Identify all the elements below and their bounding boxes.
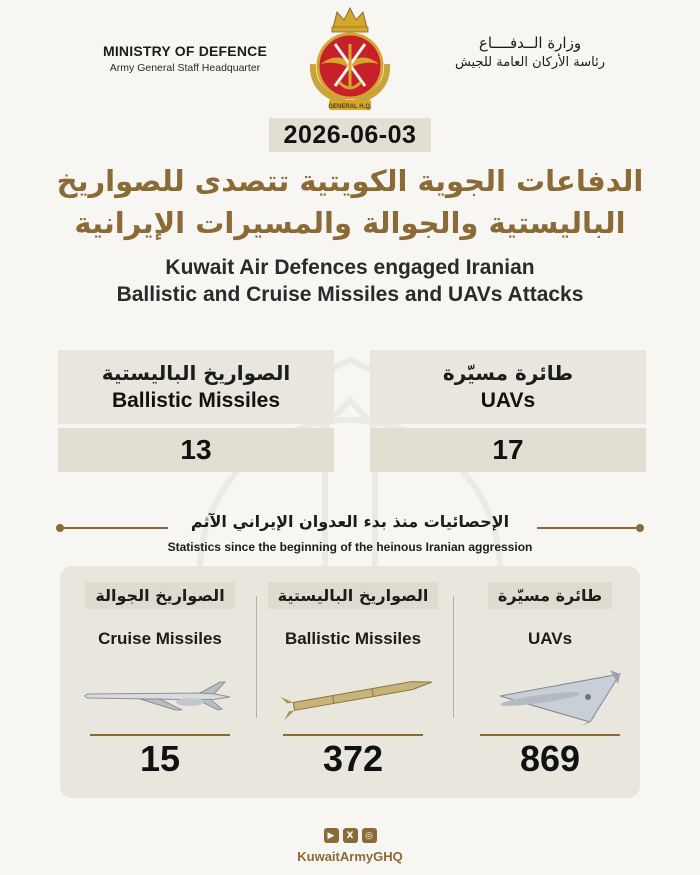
headline-en-line2: Ballistic and Cruise Missiles and UAVs Attacks (116, 283, 584, 306)
today-ballistic-label-ar: الصواريخ الباليستية (101, 361, 291, 385)
stats-heading-dot-left (56, 524, 64, 532)
stats-heading-dot-right (636, 524, 644, 532)
x-icon[interactable]: X (343, 828, 358, 843)
stats-heading-rule-left (60, 527, 168, 529)
social-icons (322, 828, 378, 844)
headline-ar-line2: الباليستية والجوالة والمسيرات الإيرانية (74, 206, 626, 240)
stats-uavs-label-ar: طائرة مسيّرة (488, 582, 612, 609)
stats-cruise-count: 15 (139, 738, 181, 779)
date-badge (269, 118, 431, 152)
stats-ballistic-count: 372 (322, 738, 384, 779)
today-uavs-label (370, 350, 646, 424)
ministry-subtitle-ar: رئاسة الأركان العامة للجيش (454, 55, 605, 70)
emblem-ribbon-text: GENERAL H.Q. (328, 104, 372, 110)
stats-ballistic-label-en: Ballistic Missiles (284, 629, 422, 648)
ministry-title-en: MINISTRY OF DEFENCE (102, 43, 268, 59)
headline-ar-line1: الدفاعات الجوية الكويتية تتصدى للصواريخ (56, 164, 644, 198)
stats-cruise-label-ar: الصواريخ الجوالة (85, 582, 234, 609)
instagram-icon[interactable]: ◎ (362, 828, 377, 843)
stats-cruise-column (65, 566, 255, 798)
stats-heading-ar: الإحصائيات منذ بدء العدوان الإيراني الآثم (190, 512, 510, 531)
headline-ar (40, 160, 660, 244)
headline-en-line1: Kuwait Air Defences engaged Iranian (165, 256, 535, 279)
today-uavs-label-en: UAVs (480, 389, 536, 412)
stats-uavs-underline (480, 734, 620, 736)
stats-divider-2 (453, 596, 454, 718)
today-ballistic-label (58, 350, 334, 424)
header (0, 0, 700, 118)
social-handle[interactable]: KuwaitArmyGHQ (297, 849, 403, 864)
stats-ballistic-label-ar: الصواريخ الباليستية (268, 582, 439, 609)
stats-divider-1 (256, 596, 257, 718)
today-uavs-count: 17 (492, 434, 524, 465)
uav-drone-icon (470, 666, 630, 726)
stats-heading-rule-right (537, 527, 640, 529)
today-uavs-box (370, 350, 646, 472)
kuwait-army-emblem-icon (299, 4, 401, 114)
today-ballistic-label-en: Ballistic Missiles (111, 389, 281, 412)
today-ballistic-count: 13 (180, 434, 212, 465)
youtube-icon[interactable]: ▶ (324, 828, 339, 843)
ministry-subtitle-en: Army General Staff Headquarter (109, 62, 261, 74)
today-ballistic-count-area (58, 428, 334, 472)
stats-uavs-label-en: UAVs (527, 629, 573, 648)
ministry-name-en (70, 43, 300, 74)
ministry-title-ar: وزارة الــدفــــاع (478, 34, 582, 52)
stats-ballistic-underline (283, 734, 423, 736)
stats-uavs-count: 869 (519, 738, 581, 779)
today-uavs-label-ar: طائرة مسيّرة (442, 361, 574, 385)
report-date: 2026-06-03 (283, 120, 417, 149)
stats-cruise-label-en: Cruise Missiles (98, 629, 222, 648)
today-uavs-count-area (370, 428, 646, 472)
headline-en (40, 254, 660, 308)
ministry-name-ar (420, 34, 640, 70)
stats-cruise-underline (90, 734, 230, 736)
cruise-missile-icon (80, 666, 240, 726)
stats-ballistic-column (258, 566, 448, 798)
today-ballistic-box (58, 350, 334, 472)
stats-uavs-column (455, 566, 645, 798)
stats-heading-en: Statistics since the beginning of the heinous Iranian aggression (167, 540, 533, 554)
ballistic-missile-icon (273, 666, 433, 726)
